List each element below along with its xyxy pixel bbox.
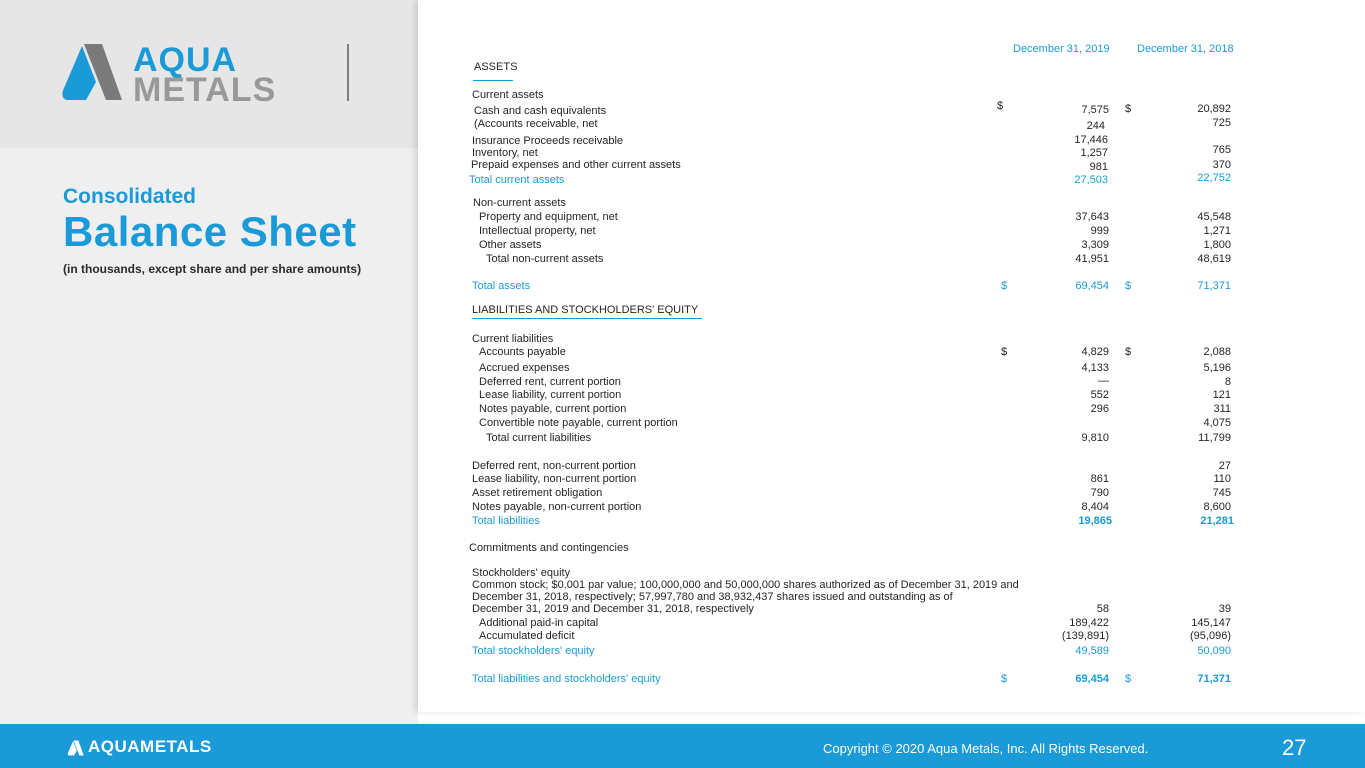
value-2018: 4,075 [1203, 417, 1231, 429]
value-2019: 4,829 [1081, 346, 1109, 358]
common-stock-line-3: December 31, 2019 and December 31, 2018, respectively [472, 603, 754, 615]
title-consolidated: Consolidated [63, 185, 197, 208]
value-2018: 45,548 [1197, 211, 1231, 223]
value-2018: 1,800 [1203, 239, 1231, 251]
logo-wordmark-aqua: AQUA [133, 41, 238, 79]
value-2019: 4,133 [1081, 362, 1109, 374]
common-stock-2018: 39 [1218, 603, 1231, 615]
page-number: 27 [1282, 735, 1307, 760]
logo-divider [347, 44, 349, 101]
dollar-sign: $ [1001, 673, 1008, 685]
section-heading-liabilities: LIABILITIES AND STOCKHOLDERS' EQUITY [472, 304, 699, 316]
value-2018: 145,147 [1191, 617, 1231, 629]
value-2018: 2,088 [1203, 346, 1231, 358]
value-2019: 189,422 [1069, 617, 1109, 629]
row-label: Asset retirement obligation [472, 487, 603, 499]
row-label: Inventory, net [472, 147, 538, 159]
dollar-sign: $ [1001, 346, 1008, 358]
value-2018: 48,619 [1197, 253, 1231, 265]
value-2019: 1,257 [1080, 147, 1108, 159]
total-equity-2019: 49,589 [1075, 645, 1109, 657]
total-assets-2018: 71,371 [1197, 280, 1231, 292]
value-2019: 296 [1090, 403, 1109, 415]
value-2019: 41,951 [1075, 253, 1109, 265]
value-2019: 999 [1090, 225, 1109, 237]
value-2019: 17,446 [1074, 134, 1108, 146]
value-2019: 552 [1090, 389, 1109, 401]
grand-total-2019: 69,454 [1075, 673, 1109, 685]
row-label: Other assets [479, 239, 542, 251]
column-header-2019: December 31, 2019 [1013, 43, 1110, 55]
total-equity-2018: 50,090 [1197, 645, 1231, 657]
footer-wordmark: AQUAMETALS [88, 737, 212, 756]
noncurrent-assets-heading: Non-current assets [473, 197, 566, 209]
dollar-sign: $ [1125, 103, 1132, 115]
logo-band [0, 0, 418, 148]
row-label: Prepaid expenses and other current assets [471, 159, 681, 171]
total-current-assets-2018: 22,752 [1197, 172, 1231, 184]
row-label: (Accounts receivable, net [474, 118, 598, 130]
total-current-assets-label: Total current assets [469, 174, 565, 186]
commitments-label: Commitments and contingencies [469, 542, 629, 554]
title-subtitle: (in thousands, except share and per share amounts) [63, 262, 362, 276]
balance-sheet-table [418, 0, 1365, 712]
value-2018: 20,892 [1197, 103, 1231, 115]
dollar-sign: $ [1125, 673, 1132, 685]
row-label: Total non-current assets [486, 253, 604, 265]
value-2019: 244 [1086, 120, 1105, 132]
liabilities-underline [472, 318, 702, 319]
value-2019: 8,404 [1081, 501, 1109, 513]
row-label: Accumulated deficit [479, 630, 575, 642]
value-2018: 725 [1212, 117, 1231, 129]
total-liabilities-2019: 19,865 [1078, 515, 1112, 527]
row-label: Lease liability, current portion [479, 389, 622, 401]
dollar-sign: $ [1001, 280, 1008, 292]
value-2018: 11,799 [1198, 432, 1231, 444]
value-2018: 5,196 [1203, 362, 1231, 374]
row-label: Cash and cash equivalents [474, 105, 607, 117]
value-2019: 37,643 [1075, 211, 1109, 223]
value-2019: 3,309 [1081, 239, 1109, 251]
value-2019: 790 [1090, 487, 1109, 499]
current-assets-heading: Current assets [472, 89, 544, 101]
row-label: Accounts payable [479, 346, 566, 358]
value-2018: 765 [1212, 144, 1231, 156]
logo-wordmark-metals: METALS [133, 71, 277, 109]
total-liabilities-2018: 21,281 [1200, 515, 1234, 527]
footer-logo-icon [66, 740, 86, 756]
grand-total-label: Total liabilities and stockholders' equity [472, 673, 661, 685]
value-2019: — [1098, 375, 1109, 387]
column-header-2018: December 31, 2018 [1137, 43, 1234, 55]
value-2019: 9,810 [1081, 432, 1109, 444]
total-assets-label: Total assets [472, 280, 531, 292]
total-assets-2019: 69,454 [1075, 280, 1109, 292]
dollar-sign: $ [1125, 280, 1132, 292]
value-2018: 745 [1212, 487, 1231, 499]
value-2019: 981 [1089, 161, 1108, 173]
row-label: Intellectual property, net [479, 225, 596, 237]
value-2018: 110 [1213, 473, 1231, 485]
dollar-sign: $ [997, 100, 1004, 112]
row-label: Deferred rent, current portion [479, 376, 621, 388]
row-label: Notes payable, non-current portion [472, 501, 642, 513]
value-2019: 861 [1090, 473, 1109, 485]
row-label: Property and equipment, net [479, 211, 618, 223]
common-stock-line-1: Common stock; $0.001 par value; 100,000,000 and 50,000,000 shares authorized as of December 31, 2019 and [472, 579, 1019, 591]
value-2018: 8 [1224, 376, 1231, 388]
row-label: Lease liability, non-current portion [472, 473, 637, 485]
row-label: Convertible note payable, current portion [479, 417, 678, 429]
row-label: Accrued expenses [479, 362, 570, 374]
value-2018: 370 [1212, 159, 1231, 171]
equity-heading: Stockholders' equity [472, 567, 571, 579]
copyright-text: Copyright © 2020 Aqua Metals, Inc. All Rights Reserved. [823, 741, 1149, 756]
value-2019: 7,575 [1081, 104, 1109, 116]
row-label: Additional paid-in capital [479, 617, 599, 629]
aqua-metals-logo-icon [62, 42, 124, 102]
row-label: Total current liabilities [486, 432, 592, 444]
value-2019: (139,891) [1061, 630, 1109, 642]
common-stock-line-2: December 31, 2018, respectively; 57,997,780 and 38,932,437 shares issued and outstanding as of [472, 591, 953, 603]
value-2018: (95,096) [1190, 630, 1231, 642]
total-current-assets-2019: 27,503 [1074, 174, 1108, 186]
total-equity-label: Total stockholders' equity [472, 645, 595, 657]
grand-total-2018: 71,371 [1197, 673, 1231, 685]
assets-underline [473, 80, 513, 81]
page-title: Balance Sheet [63, 208, 357, 255]
row-label: Insurance Proceeds receivable [472, 135, 624, 147]
section-heading-assets: ASSETS [474, 61, 518, 73]
current-liabilities-heading: Current liabilities [472, 333, 554, 345]
row-label: Deferred rent, non-current portion [472, 460, 636, 472]
value-2018: 121 [1212, 389, 1231, 401]
common-stock-2019: 58 [1096, 603, 1109, 615]
value-2018: 27 [1218, 460, 1231, 472]
total-liabilities-label: Total liabilities [472, 515, 540, 527]
value-2018: 8,600 [1203, 501, 1231, 513]
dollar-sign: $ [1125, 346, 1132, 358]
row-label: Notes payable, current portion [479, 403, 627, 415]
value-2018: 311 [1213, 403, 1231, 415]
value-2018: 1,271 [1203, 225, 1231, 237]
